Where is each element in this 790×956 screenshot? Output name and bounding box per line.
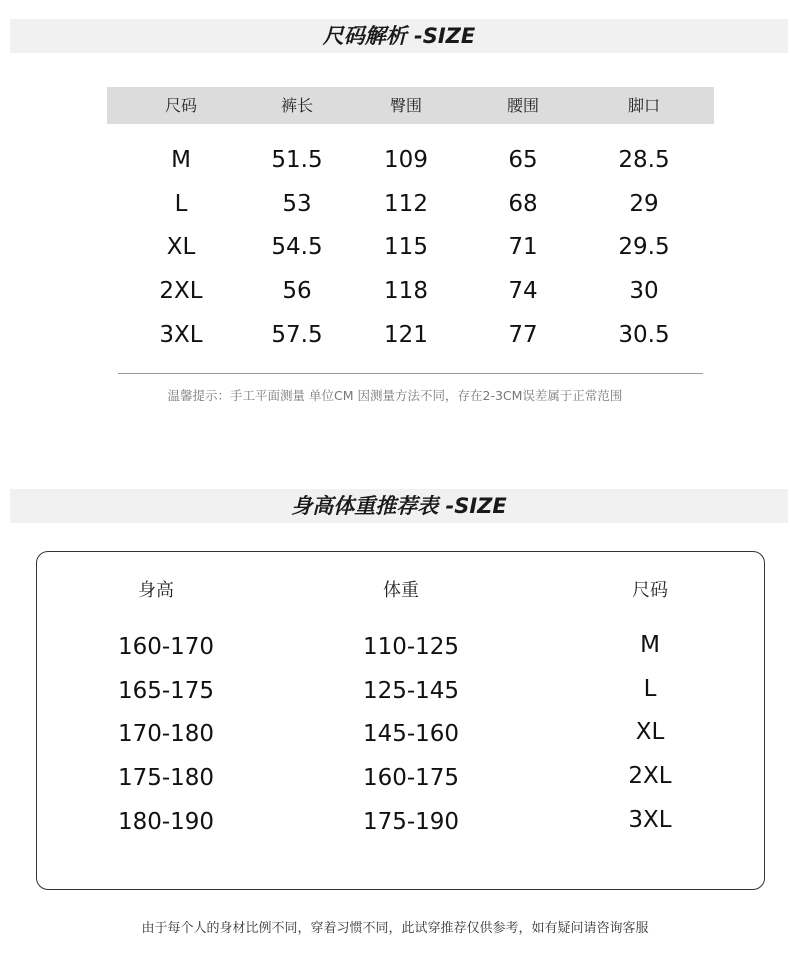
recommend-cell-weight: 110-125	[362, 634, 460, 660]
size-cell-size: XL	[166, 234, 196, 260]
size-cell-size: 3XL	[159, 322, 203, 348]
recommend-cell-height: 175-180	[117, 765, 215, 791]
measurement-note: 温馨提示：手工平面测量 单位CM 因测量方法不同，存在2-3CM误差属于正常范围	[167, 388, 623, 403]
size-cell-hem: 29	[629, 191, 659, 217]
recommend-header-size: 尺码	[632, 580, 668, 601]
recommend-note: 由于每个人的身材比例不同，穿着习惯不同，此试穿推荐仅供参考，如有疑问请咨询客服	[141, 921, 649, 936]
recommend-cell-size: 3XL	[628, 807, 672, 833]
size-section-title: 尺码解析 -SIZE	[10, 19, 788, 53]
size-header-hem: 脚口	[627, 96, 661, 115]
size-cell-length: 56	[282, 278, 312, 304]
size-cell-hem: 30	[629, 278, 659, 304]
size-cell-length: 54.5	[271, 234, 323, 260]
size-header-size: 尺码	[164, 96, 198, 115]
size-header-waist: 腰围	[506, 96, 540, 115]
recommend-cell-size: 2XL	[628, 763, 672, 789]
size-cell-waist: 71	[508, 234, 538, 260]
size-header-length: 裤长	[280, 96, 314, 115]
divider	[118, 373, 703, 374]
size-cell-hem: 30.5	[618, 322, 670, 348]
size-cell-size: L	[174, 191, 188, 217]
size-cell-size: M	[171, 147, 191, 173]
size-cell-hem: 28.5	[618, 147, 670, 173]
size-cell-hip: 109	[384, 147, 428, 173]
size-cell-hip: 115	[384, 234, 428, 260]
recommend-cell-height: 170-180	[117, 721, 215, 747]
recommend-table	[36, 551, 765, 890]
size-table-header	[107, 87, 714, 124]
recommend-header-height: 身高	[138, 580, 174, 601]
recommend-cell-height: 165-175	[117, 678, 215, 704]
recommend-cell-weight: 160-175	[362, 765, 460, 791]
recommend-cell-weight: 145-160	[362, 721, 460, 747]
recommend-section-title: 身高体重推荐表 -SIZE	[10, 489, 788, 523]
size-cell-length: 51.5	[271, 147, 323, 173]
recommend-cell-size: XL	[635, 719, 665, 745]
recommend-cell-size: M	[640, 632, 660, 658]
recommend-cell-weight: 175-190	[362, 809, 460, 835]
size-cell-length: 53	[282, 191, 312, 217]
size-cell-waist: 68	[508, 191, 538, 217]
recommend-cell-size: L	[643, 676, 657, 702]
recommend-cell-height: 180-190	[117, 809, 215, 835]
size-cell-waist: 74	[508, 278, 538, 304]
size-header-hip: 臀围	[389, 96, 423, 115]
recommend-cell-weight: 125-145	[362, 678, 460, 704]
size-cell-waist: 65	[508, 147, 538, 173]
size-cell-waist: 77	[508, 322, 538, 348]
recommend-header-weight: 体重	[383, 580, 419, 601]
size-cell-hip: 118	[384, 278, 428, 304]
size-cell-hem: 29.5	[618, 234, 670, 260]
size-cell-hip: 112	[384, 191, 428, 217]
size-cell-length: 57.5	[271, 322, 323, 348]
size-cell-size: 2XL	[159, 278, 203, 304]
recommend-cell-height: 160-170	[117, 634, 215, 660]
size-cell-hip: 121	[384, 322, 428, 348]
